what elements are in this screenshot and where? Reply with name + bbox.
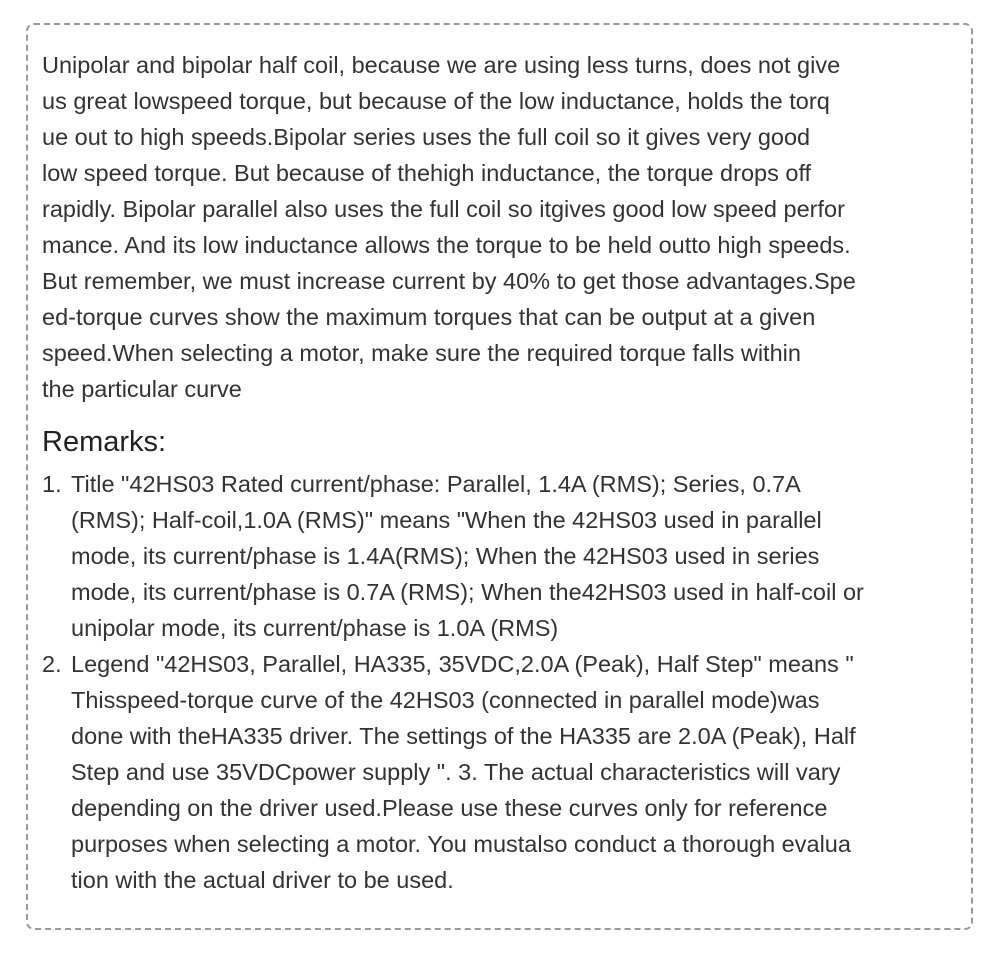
paragraph-line: ue out to high speeds.Bipolar series uses the full coil so it gives very good [42,124,811,150]
remark-line: Step and use 35VDCpower supply ". 3. The actual characteristics will vary [71,759,841,785]
paragraph-line: the particular curve [42,376,242,402]
remark-line: Thisspeed-torque curve of the 42HS03 (connected in parallel mode)was [71,687,820,713]
remark-line: done with theHA335 driver. The settings of the HA335 are 2.0A (Peak), Half [71,723,856,749]
paragraph-line: ed-torque curves show the maximum torques that can be output at a given [42,304,816,330]
remark-line: (RMS); Half-coil,1.0A (RMS)" means "When the 42HS03 used in parallel [71,507,822,533]
description-paragraph [42,47,947,407]
remark-item-2 [42,646,957,898]
paragraph-line: But remember, we must increase current by 40% to get those advantages.Spe [42,268,856,294]
remark-line: Legend "42HS03, Parallel, HA335, 35VDC,2.0A (Peak), Half Step" means " [71,651,854,677]
remarks-heading: Remarks: [42,426,167,458]
remark-line: mode, its current/phase is 0.7A (RMS); When the42HS03 used in half-coil or [71,579,864,605]
remark-line: mode, its current/phase is 1.4A(RMS); When the 42HS03 used in series [71,543,820,569]
paragraph-line: Unipolar and bipolar half coil, because we are using less turns, does not give [42,52,841,78]
remark-line: depending on the driver used.Please use these curves only for reference [71,795,828,821]
paragraph-line: speed.When selecting a motor, make sure the required torque falls within [42,340,801,366]
remark-line: unipolar mode, its current/phase is 1.0A (RMS) [71,615,559,641]
remarks-list [42,466,957,898]
paragraph-line: rapidly. Bipolar parallel also uses the full coil so itgives good low speed perfor [42,196,845,222]
paragraph-line: mance. And its low inductance allows the torque to be held outto high speeds. [42,232,851,258]
paragraph-line: low speed torque. But because of thehigh inductance, the torque drops off [42,160,812,186]
paragraph-line: us great lowspeed torque, but because of the low inductance, holds the torq [42,88,830,114]
remark-number: 2. [42,651,62,677]
remark-number: 1. [42,471,62,497]
remark-item-1 [42,466,957,646]
remark-line: purposes when selecting a motor. You mustalso conduct a thorough evalua [71,831,851,857]
remark-line: Title "42HS03 Rated current/phase: Parallel, 1.4A (RMS); Series, 0.7A [71,471,801,497]
remark-line: tion with the actual driver to be used. [71,867,454,893]
